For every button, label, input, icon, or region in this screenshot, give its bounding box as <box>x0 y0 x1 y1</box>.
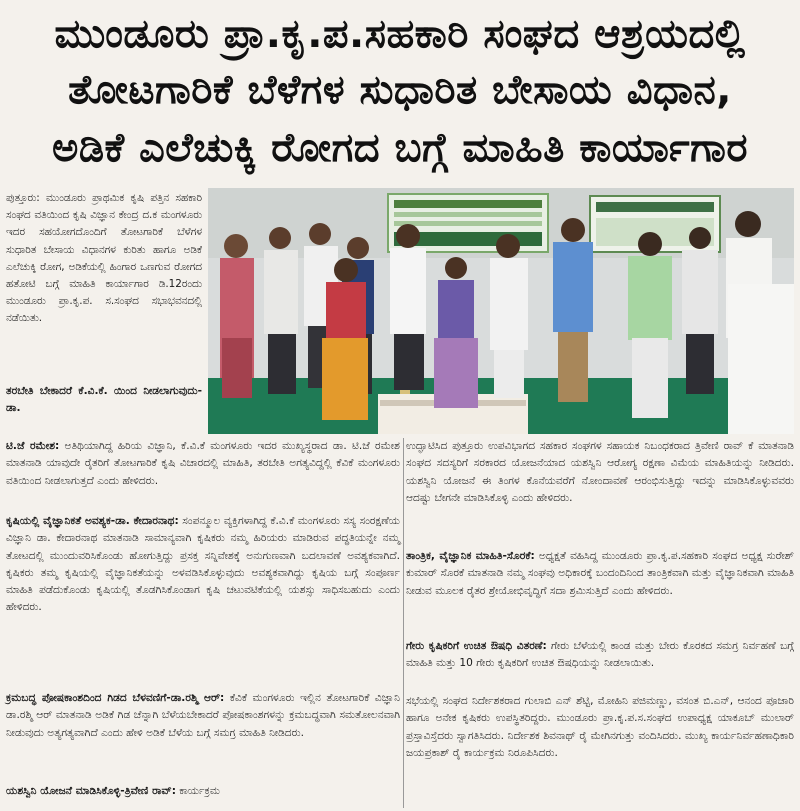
paragraph-kedaranath-subhead: ಕೃಷಿಯಲ್ಲಿ ವೈಜ್ಞಾನಿಕತೆ ಅವಶ್ಯಕ-ಡಾ. ಕೇದಾರನಾಥ: <box>6 515 179 527</box>
paragraph-cashew-text: ಗೇರು ಬೆಳೆಯಲ್ಲಿ ಕಾಂಡ ಮತ್ತು ಬೇರು ಕೊರಕದ ಸಮಗ್ರ ನಿರ್ವಹಣೆ ಬಗ್ಗೆ ಮಾಹಿತಿ ಮತ್ತು 10 ಗೇರು ಕೃಷಿಕರಿಗೆ ಉಚಿತ ಔಷಧಿಯನ್ನು ನೀಡಲಾಯಿತು. <box>406 640 794 670</box>
paragraph-triveni-rao-text: ಉದ್ಘಾಟಿಸಿದ ಪುತ್ತೂರು ಉಪವಿಭಾಗದ ಸಹಕಾರ ಸಂಘಗಳ ಸಹಾಯಕ ನಿಬಂಧಕರಾದ ತ್ರಿವೇಣಿ ರಾವ್ ಕೆ ಮಾತನಾಡಿ ಸಂಘದ ಸದಸ್ಯರಿಗೆ ಸರಕಾರದ ಯೋಜನೆಯಾದ ಯಶಸ್ವಿನಿ ಆರೋಗ್ಯ ರಕ್ಷಣಾ ವಿಮೆಯ ಮಾಹಿತಿಯನ್ನು ನೀಡಿದರು. ಯಶಸ್ವಿನಿ ಯೋಜನೆ ಈ ತಿಂಗಳ ಕೊನೆಯವರೆಗೆ ನೋಂದಾವಣೆ ಆರಂಭಿಸುತ್ತಿದ್ದು ಇದನ್ನು ಮಾಡಿಸಿಕೊಳ್ಳುವವರು ಆದಷ್ಟು ಬೇಗನೇ ಮಾಡಿಸಿಕೊಳ್ಳಿ ಎಂದು ಹೇಳಿದರು. <box>406 440 794 504</box>
paragraph-attendees <box>406 693 794 762</box>
headline <box>0 0 800 186</box>
event-photo-illustration <box>208 188 794 434</box>
intro-column <box>6 190 202 328</box>
event-photo <box>208 188 794 434</box>
paragraph-attendees-text: ಸಭೆಯಲ್ಲಿ ಸಂಘದ ನಿರ್ದೇಶಕರಾದ ಗುಲಾಬಿ ಎನ್ ಶೆಟ್ಟಿ, ಮೋಹಿನಿ ಪಜಿಮಣ್ಣು, ವಸಂತ ಬಿ.ಎನ್, ಆನಂದ ಪೂಜಾರಿ ಹಾಗೂ ಅನೇಕ ಕೃಷಿಕರು ಉಪಸ್ಥಿತರಿದ್ದರು. ಮುಂಡೂರು ಪ್ರಾ.ಕೃ.ಪ.ಸ.ಸಂಘದ ಉಪಾಧ್ಯಕ್ಷ ಯಾಕೂಬ್ ಮುಲಾರ್ ಪ್ರಸ್ತಾವಿಸ್ತೆದರು ಸ್ವಾಗತಿಸಿದರು. ನಿರ್ದೇಶಕ ಶಿವನಾಥ್ ರೈ ಮೇಗಿನಗುತ್ತು ವಂದಿಸಿದರು. ಮುಖ್ಯ ಕಾರ್ಯನಿರ್ವಹಣಾಧಿಕಾರಿ ಜಯಪ್ರಕಾಶ್ ರೈ ಕಾರ್ಯಕ್ರಮ ನಿರೂಪಿಸಿದರು. <box>406 695 794 759</box>
paragraph-sorake-text: ಅಧ್ಯಕ್ಷತೆ ವಹಿಸಿದ್ದ ಮುಂಡೂರು ಪ್ರಾ.ಕೃ.ಪ.ಸಹಕಾರಿ ಸಂಘದ ಅಧ್ಯಕ್ಷ ಸುರೇಶ್ ಕುಮಾರ್ ಸೊರಕೆ ಮಾತನಾಡಿ ನಮ್ಮ ಸಂಘವು ಅಧಿಕಾರಕ್ಕೆ ಬಂದಂದಿನಿಂದ ತಾಂತ್ರಿಕವಾಗಿ ಮತ್ತು ವೈಜ್ಞಾನಿಕವಾಗಿ ಮಾಹಿತಿ ನೀಡುವ ಮೂಲಕ ರೈತರ ಶ್ರೇಯೋಭಿವೃದ್ಧಿಗೆ ಸದಾ ಶ್ರಮಿಸುತ್ತಿದೆ ಎಂದು ಹೇಳಿದರು. <box>406 550 794 597</box>
paragraph-ramesh-text: ಅತಿಥಿಯಾಗಿದ್ದ ಹಿರಿಯ ವಿಜ್ಞಾನಿ, ಕೆ.ವಿ.ಕೆ ಮಂಗಳೂರು ಇದರ ಮುಖ್ಯಸ್ಥರಾದ ಡಾ. ಟಿ.ಜೆ ರಮೇಶ ಮಾತನಾಡಿ ಯಾವುದೇ ರೈತರಿಗೆ ತೋಟಗಾರಿಕೆ ಕೃಷಿ ವಿಚಾರದಲ್ಲಿ ಮಾಹಿತಿ, ತರಬೇತಿ ಅಗತ್ಯವಿದ್ದಲ್ಲಿ ಕೆವಿಕೆ ಮಂಗಳೂರು ವತಿಯಿಂದ ನೀಡಲಾಗುತ್ತದೆ ಎಂದು ಹೇಳಿದರು. <box>6 440 400 487</box>
paragraph-rashmi <box>6 690 400 742</box>
paragraph-yashaswini <box>6 783 400 800</box>
paragraph-triveni-rao <box>406 438 794 507</box>
subhead-kvk-training <box>6 383 202 418</box>
paragraph-kedaranath <box>6 513 400 617</box>
headline-line-2: ತೋಟಗಾರಿಕೆ ಬೆಳೆಗಳ ಸುಧಾರಿತ ಬೇಸಾಯ ವಿಧಾನ, <box>68 67 732 113</box>
headline-line-3: ಅಡಿಕೆ ಎಲೆಚುಕ್ಕಿ ರೋಗದ ಬಗ್ಗೆ ಮಾಹಿತಿ ಕಾರ್ಯಾಗಾರ <box>52 125 748 171</box>
paragraph-cashew-subhead: ಗೇರು ಕೃಷಿಕರಿಗೆ ಉಚಿತ ಔಷಧಿ ವಿತರಣೆ: <box>406 640 547 652</box>
intro-paragraph: ಪುತ್ತೂರು: ಮುಂಡೂರು ಪ್ರಾಥಮಿಕ ಕೃಷಿ ಪತ್ತಿನ ಸಹಕಾರಿ ಸಂಘದ ವತಿಯಿಂದ ಕೃಷಿ ವಿಜ್ಞಾನ ಕೇಂದ್ರ ದ.ಕ ಮಂಗಳೂರು ಇದರ ಸಹಯೋಗದೊಂದಿಗೆ ತೋಟಗಾರಿಕೆ ಬೆಳೆಗಳ ಸುಧಾರಿತ ಬೇಸಾಯ ವಿಧಾನಗಳ ಕುರಿತು ಹಾಗೂ ಅಡಿಕೆ ಎಲೆಚುಕ್ಕಿ ರೋಗ, ಅಡಿಕೆಯಲ್ಲಿ ಹಿಂಗಾರ ಒಣಗುವ ರೋಗದ ಹತೋಟಿ ಬಗ್ಗೆ ಮಾಹಿತಿ ಕಾರ್ಯಾಗಾರ ಡಿ.12ರಂದು ಮುಂಡೂರು ಪ್ರಾ.ಕೃ.ಪ. ಸ.ಸಂಘದ ಸಭಾಭವನದಲ್ಲಿ ನಡೆಯಿತು. <box>6 192 202 325</box>
paragraph-kedaranath-text: ಸಂಪನ್ಮೂಲ ವ್ಯಕ್ತಿಗಳಾಗಿದ್ದ ಕೆ.ವಿ.ಕೆ ಮಂಗಳೂರು ಸಸ್ಯ ಸಂರಕ್ಷಣೆಯ ವಿಜ್ಞಾನಿ ಡಾ. ಕೇದಾರನಾಥ ಮಾತನಾಡಿ ಸಾಮಾನ್ಯವಾಗಿ ಕೃಷಿಕರು ನಮ್ಮ ಹಿರಿಯರು ಮಾಡಿರುವ ಪದ್ಧತಿಯನ್ನೇ ನಮ್ಮ ತೋಟದಲ್ಲಿ ಮುಂದುವರಿಸಿಕೊಂಡು ಹೋಗುತ್ತಿದ್ದು ಪ್ರಸಕ್ತ ಸನ್ನಿವೇಶಕ್ಕೆ ಅನುಗುಣವಾಗಿ ಬದಲಾವಣೆ ಅವಶ್ಯಕವಾಗಿದೆ. ಕೃಷಿಕರು ತಮ್ಮ ಕೃಷಿಯಲ್ಲಿ ವೈಜ್ಞಾನಿಕತೆಯನ್ನು ಅಳವಡಿಸಿಕೊಳ್ಳುವುದು ಅವಶ್ಯಕವಾಗಿದ್ದು ಕೃಷಿಯ ಬಗ್ಗೆ ಸಂಪೂರ್ಣ ಮಾಹಿತಿ ಪಡೆದುಕೊಂಡು ಕೃಷಿಯಲ್ಲಿ ತೊಡಗಿಸಿಕೊಂಡಾಗ ಕೃಷಿ ಚಟುವಟಿಕೆಯಲ್ಲಿ ಯಶಸ್ಸು ಸಾಧಿಸಬಹುದು ಎಂದು ಹೇಳಿದರು. <box>6 515 400 614</box>
paragraph-yashaswini-subhead: ಯಶಸ್ವಿನಿ ಯೋಜನೆ ಮಾಡಿಸಿಕೊಳ್ಳಿ-ತ್ರಿವೇಣಿ ರಾವ್: <box>6 785 176 797</box>
headline-line-1: ಮುಂಡೂರು ಪ್ರಾ.ಕೃ.ಪ.ಸಹಕಾರಿ ಸಂಘದ ಆಶ್ರಯದಲ್ಲಿ <box>54 11 746 57</box>
paragraph-sorake-subhead: ತಾಂತ್ರಿಕ, ವೈಜ್ಞಾನಿಕ ಮಾಹಿತಿ-ಸೊರಕೆ: <box>406 550 535 562</box>
paragraph-cashew <box>406 638 794 673</box>
column-divider <box>403 438 404 808</box>
paragraph-yashaswini-text: ಕಾರ್ಯಕ್ರಮ <box>175 785 220 797</box>
paragraph-rashmi-subhead: ಕ್ರಮಬದ್ಧ ಪೋಷಕಾಂಶದಿಂದ ಗಿಡದ ಬೆಳವಣಿಗೆ-ಡಾ.ರಶ್ಮಿ ಆರ್: <box>6 692 225 704</box>
paragraph-sorake <box>406 548 794 600</box>
subhead-kvk-training-text: ತರಬೇತಿ ಬೇಕಾದರೆ ಕೆ.ವಿ.ಕೆ. ಯಿಂದ ನೀಡಲಾಗುವುದು-ಡಾ. <box>6 385 202 415</box>
paragraph-rashmi-text: ಕೆವಿಕೆ ಮಂಗಳೂರು ಇಲ್ಲಿನ ತೋಟಗಾರಿಕೆ ವಿಜ್ಞಾನಿ ಡಾ.ರಶ್ಮಿ ಆರ್ ಮಾತನಾಡಿ ಅಡಿಕೆ ಗಿಡ ಚೆನ್ನಾಗಿ ಬೆಳೆಯಬೇಕಾದರೆ ಪೋಷಕಾಂಶಗಳನ್ನು ಕ್ರಮಬದ್ಧವಾಗಿ ಸಮತೋಲನವಾಗಿ ನೀಡುವುದು ಅತ್ಯಗತ್ಯವಾಗಿದೆ ಎಂದು ಹೇಳಿ ಅಡಿಕೆ ಬೆಳೆಯ ಬಗ್ಗೆ ಸಮಗ್ರ ಮಾಹಿತಿ ನೀಡಿದರು. <box>6 692 400 739</box>
paragraph-ramesh-lead: ಟಿ.ಜೆ ರಮೇಶ: <box>6 440 60 452</box>
paragraph-ramesh <box>6 438 400 490</box>
